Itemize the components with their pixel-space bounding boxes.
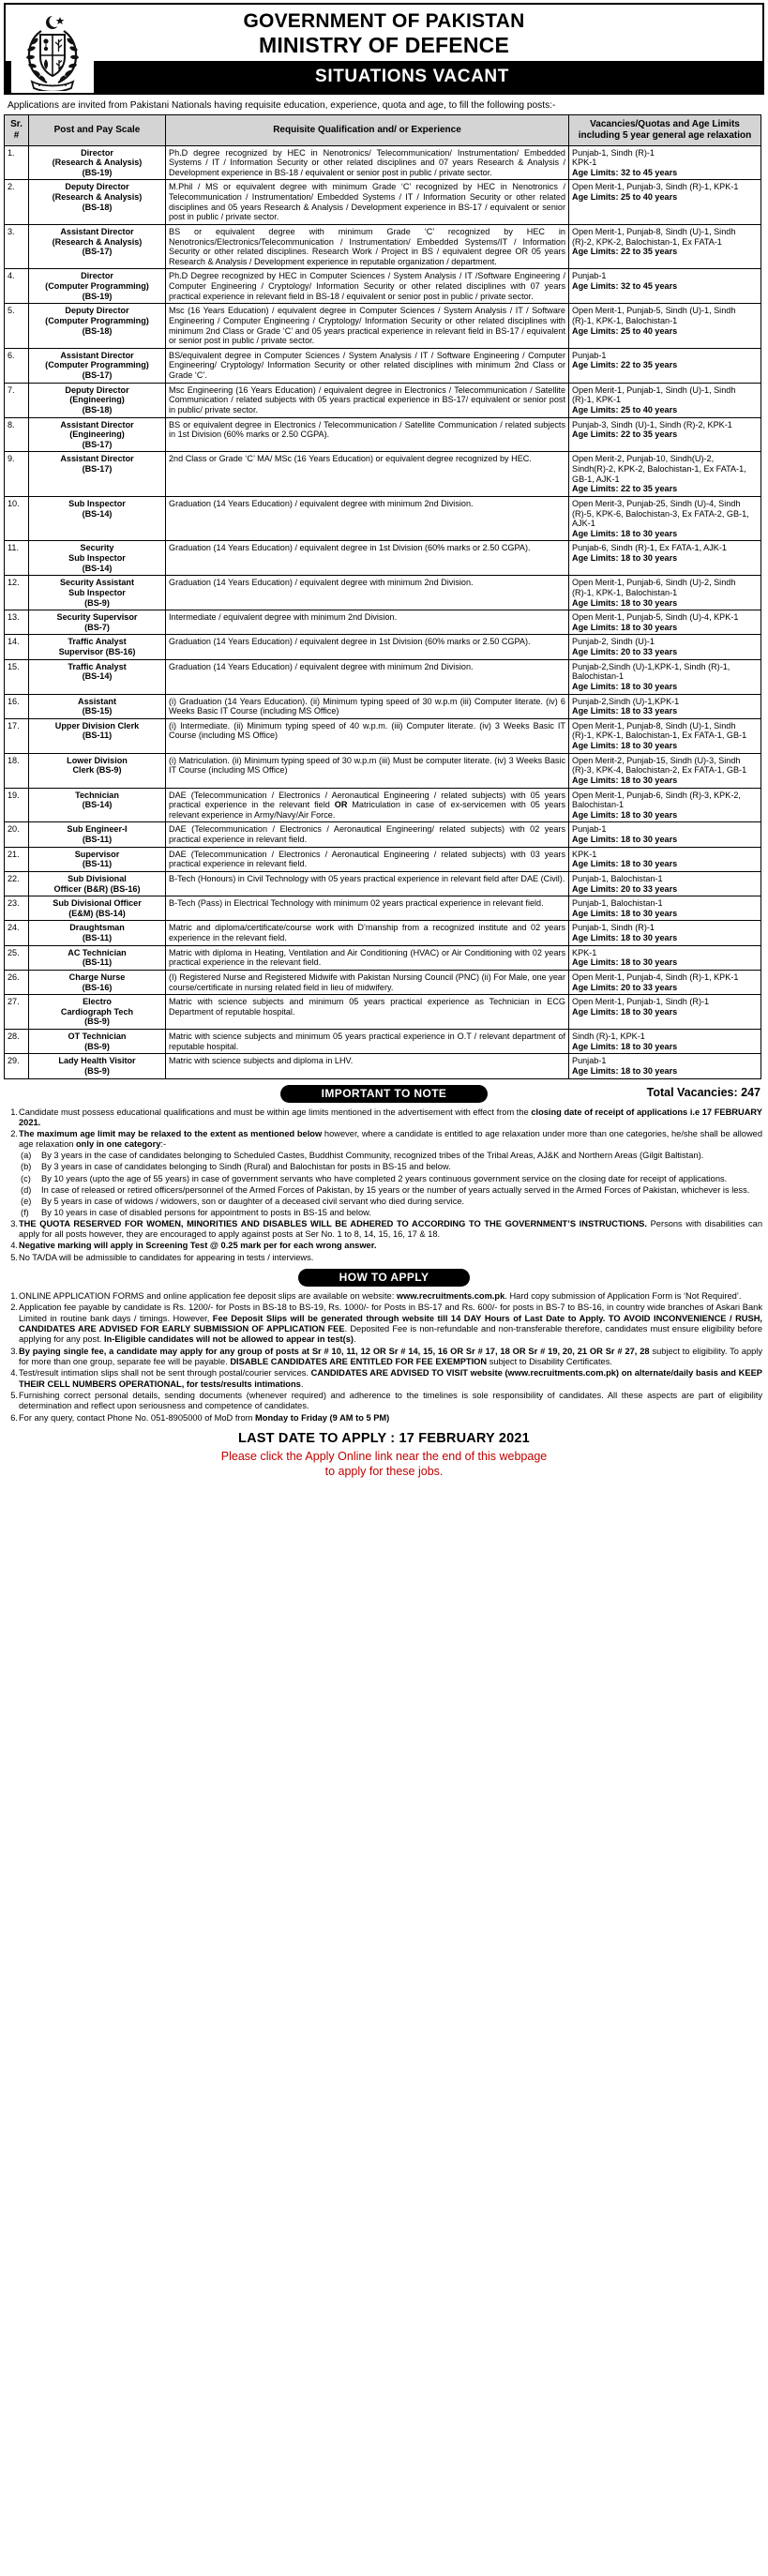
table-row (5, 659, 761, 694)
cell-vacancies-and-age (569, 610, 761, 635)
note-sub-item (19, 1185, 762, 1196)
cell-qualification: Matric with science subjects and minimum 05 years practical experience as Technician in ECG Department of reputable hospital. (166, 995, 569, 1030)
note-sub-label: (d) (21, 1184, 32, 1195)
cell-post-and-payscale: Assistant (BS-15) (29, 694, 166, 718)
vacancy-quota-text: Open Merit-1, Punjab-8, Sindh (U)-1, Sindh (R)-1, KPK-1, Balochistan-1, Ex FATA-1, GB-1 (572, 720, 747, 741)
cell-vacancies-and-age (569, 822, 761, 847)
age-limit-text: Age Limits: 18 to 30 years (572, 908, 678, 918)
cell-serial: 16. (5, 694, 29, 718)
note-sub-item (19, 1151, 762, 1161)
note-sub-text: By 5 years in case of widows / widowers, son or daughter of a deceased civil servant who died during service. (41, 1196, 465, 1206)
cell-qualification: Msc Engineering (16 Years Education) / equivalent degree in Electronics / Telecommunication / Satellite Communication / related subjects with 05 years practical experience in BS-17/ equivalent or senior post in public/ private sector. (166, 383, 569, 417)
note-number: 4. (10, 1241, 18, 1251)
cell-post-and-payscale: Charge Nurse (BS-16) (29, 970, 166, 994)
cell-post-and-payscale: OT Technician (BS-9) (29, 1030, 166, 1054)
cell-qualification: DAE (Telecommunication / Electronics / Aeronautical Engineering/ related subjects) with 02 years practical experience in relevant field. (166, 822, 569, 847)
vacancies-table-body (5, 145, 761, 1078)
cell-qualification: B-Tech (Pass) in Electrical Technology with minimum 02 years practical experience in relevant field. (166, 896, 569, 921)
cell-vacancies-and-age (569, 694, 761, 718)
how-to-apply-list (4, 1291, 762, 1424)
vacancy-quota-text: Sindh (R)-1, KPK-1 (572, 1032, 645, 1042)
situations-vacant-label: SITUATIONS VACANT (315, 67, 509, 86)
important-note-item (4, 1107, 762, 1128)
cell-post-and-payscale: Traffic Analyst Supervisor (BS-16) (29, 635, 166, 659)
note-number: 2. (10, 1128, 18, 1138)
age-limit-text: Age Limits: 20 to 33 years (572, 982, 678, 992)
vacancy-quota-text: Punjab-1, Balochistan-1 (572, 898, 663, 909)
intro-text: Applications are invited from Pakistani Nationals having requisite education, experience, quota and age, to fill the following posts:- (8, 100, 556, 111)
cell-post-and-payscale: Deputy Director (Research & Analysis) (BS-18) (29, 180, 166, 225)
note-text: THE QUOTA RESERVED FOR WOMEN, MINORITIES AND DISABLES WILL BE ADHERED TO ACCORDING TO THE GOVERNMENT’S INSTRUCTIONS. Persons with disabilities can apply for all posts however, they are encouraged to apply against posts at Ser No. 1 to 8, 14, 15, 16, 17 & 18. (19, 1219, 763, 1240)
situations-vacant-banner (6, 61, 762, 93)
vacancy-quota-text: Open Merit-1, Punjab-4, Sindh (R)-1, KPK-1 (572, 972, 739, 982)
pakistan-state-emblem-icon (11, 8, 94, 93)
government-title: GOVERNMENT OF PAKISTAN (243, 10, 525, 32)
cell-serial: 1. (5, 145, 29, 180)
vacancy-quota-text: Open Merit-1, Punjab-1, Sindh (R)-1 (572, 997, 710, 1007)
vacancy-quota-text: Open Merit-1, Punjab-3, Sindh (R)-1, KPK-1 (572, 182, 739, 192)
apply-item-text: For any query, contact Phone No. 051-8905000 of MoD from Monday to Friday (9 AM to 5 PM) (19, 1413, 390, 1424)
vacancy-quota-text: Punjab-1 (572, 350, 607, 360)
cell-serial: 10. (5, 496, 29, 541)
cell-qualification: DAE (Telecommunication / Electronics / Aeronautical Engineering / related subjects) with 05 years practical experience in the relevant field OR Matriculation in case of ex-servicemen with 05 years relevant experience in Army/Navy/Air Force. (166, 788, 569, 822)
cell-serial: 14. (5, 635, 29, 659)
cell-vacancies-and-age (569, 871, 761, 896)
cell-post-and-payscale: Lady Health Visitor (BS-9) (29, 1054, 166, 1078)
cell-qualification: Graduation (14 Years Education) / equivalent degree with minimum 2nd Division. (166, 659, 569, 694)
table-row (5, 496, 761, 541)
apply-online-note-line1: Please click the Apply Online link near the end of this webpage (220, 1450, 548, 1464)
table-row (5, 1054, 761, 1078)
vacancy-quota-text: Punjab-2, Sindh (U)-1 (572, 637, 655, 647)
cell-serial: 4. (5, 269, 29, 304)
cell-qualification: BS/equivalent degree in Computer Sciences / System Analysis / IT / Software Engineering / Computer Engineering/ Cryptology/ Information Security or other related disciplines with minimum 2nd Class or Grade ‘C’. (166, 348, 569, 383)
cell-post-and-payscale: Security Supervisor (BS-7) (29, 610, 166, 635)
table-row (5, 788, 761, 822)
col-header-sr: Sr. # (5, 115, 29, 145)
last-date-to-apply: LAST DATE TO APPLY : 17 FEBRUARY 2021 (238, 1431, 530, 1447)
cell-vacancies-and-age (569, 417, 761, 452)
cell-vacancies-and-age (569, 945, 761, 970)
table-row (5, 224, 761, 269)
table-row (5, 269, 761, 304)
cell-vacancies-and-age (569, 753, 761, 788)
apply-item-number: 5. (10, 1391, 18, 1401)
cell-serial: 19. (5, 788, 29, 822)
note-number: 5. (10, 1252, 18, 1262)
table-row (5, 610, 761, 635)
note-sub-text: By 10 years in case of disabled persons for appointment to posts in BS-15 and below. (41, 1208, 371, 1218)
important-to-note-header (4, 1084, 764, 1105)
important-note-item (4, 1253, 762, 1263)
cell-post-and-payscale: Traffic Analyst (BS-14) (29, 659, 166, 694)
how-to-apply-item (4, 1291, 762, 1302)
cell-qualification: Graduation (14 Years Education) / equivalent degree in 1st Division (60% marks or 2.50 CGPA). (166, 635, 569, 659)
age-limit-text: Age Limits: 22 to 35 years (572, 247, 678, 257)
header-titles (6, 5, 762, 57)
age-limit-text: Age Limits: 22 to 35 years (572, 360, 678, 370)
note-text: Candidate must possess educational qualifications and must be within age limits mentioned in the advertisement with effect from the closing date of receipt of applications i.e 17 FEBRUARY 2021. (19, 1107, 762, 1127)
vacancy-quota-text: Open Merit-1, Punjab-8, Sindh (U)-1, Sindh (R)-2, KPK-2, Balochistan-1, Ex FATA-1 (572, 226, 736, 247)
age-limit-text: Age Limits: 18 to 30 years (572, 957, 678, 968)
vacancy-quota-text: Punjab-1, Balochistan-1 (572, 873, 663, 883)
cell-serial: 3. (5, 224, 29, 269)
age-limit-text: Age Limits: 32 to 45 years (572, 281, 678, 292)
how-to-apply-item (4, 1303, 762, 1345)
vacancy-quota-text: Punjab-2,Sindh (U)-1,KPK-1 (572, 696, 680, 706)
cell-qualification: BS or equivalent degree in Electronics / Telecommunication / Satellite Communication / related subjects in 1st Division (60% marks or 2.50 CGPA). (166, 417, 569, 452)
cell-post-and-payscale: Director (Research & Analysis) (BS-19) (29, 145, 166, 180)
note-sub-label: (c) (21, 1173, 31, 1183)
cell-vacancies-and-age (569, 496, 761, 541)
age-limit-text: Age Limits: 25 to 40 years (572, 404, 678, 414)
cell-serial: 22. (5, 871, 29, 896)
vacancy-quota-text: Open Merit-1, Punjab-5, Sindh (U)-4, KPK-1 (572, 612, 739, 623)
cell-serial: 28. (5, 1030, 29, 1054)
how-to-apply-item (4, 1413, 762, 1424)
cell-vacancies-and-age (569, 224, 761, 269)
cell-qualification: Graduation (14 Years Education) / equivalent degree with minimum 2nd Division. (166, 496, 569, 541)
cell-serial: 27. (5, 995, 29, 1030)
note-sub-text: In case of released or retired officers/personnel of the Armed Forces of Pakistan, by 15 years or the number of years actually served in the Armed Forces of Pakistan, whichever is less. (41, 1184, 750, 1195)
cell-qualification: Ph.D degree recognized by HEC in Nenotronics/ Telecommunication/ Instrumentation/ Embedded Systems / IT / Information Security or other related disciplines and 07 years Research & Analysis / Development experience in BS-18 / equivalent or senior post in public / private sector. (166, 145, 569, 180)
cell-qualification: Graduation (14 Years Education) / equivalent degree in 1st Division (60% marks or 2.50 CGPA). (166, 541, 569, 576)
table-row (5, 452, 761, 497)
how-to-apply-pill: HOW TO APPLY (298, 1269, 471, 1287)
cell-qualification: 2nd Class or Grade ‘C’ MA/ MSc (16 Years Education) or equivalent degree recognized by HEC. (166, 452, 569, 497)
cell-serial: 6. (5, 348, 29, 383)
cell-vacancies-and-age (569, 1054, 761, 1078)
cell-vacancies-and-age (569, 921, 761, 945)
cell-vacancies-and-age (569, 896, 761, 921)
age-limit-text: Age Limits: 18 to 30 years (572, 933, 678, 943)
apply-item-number: 4. (10, 1368, 18, 1378)
cell-vacancies-and-age (569, 180, 761, 225)
cell-serial: 21. (5, 847, 29, 871)
age-limit-text: Age Limits: 18 to 30 years (572, 597, 678, 608)
vacancy-quota-text: Open Merit-1, Punjab-5, Sindh (U)-1, Sindh (R)-1, KPK-1, Balochistan-1 (572, 306, 736, 325)
cell-serial: 15. (5, 659, 29, 694)
age-limit-text: Age Limits: 18 to 30 years (572, 835, 678, 845)
vacancies-table (4, 114, 761, 1078)
note-sub-item (19, 1162, 762, 1172)
age-limit-text: Age Limits: 18 to 30 years (572, 528, 678, 538)
cell-serial: 26. (5, 970, 29, 994)
cell-qualification: (i) Matriculation. (ii) Minimum typing speed of 30 w.p.m (iii) Must be computer literate. (iv) 3 Weeks Basic IT Course (including MS Office) (166, 753, 569, 788)
cell-post-and-payscale: Assistant Director (BS-17) (29, 452, 166, 497)
important-note-item (4, 1219, 762, 1240)
age-limit-text: Age Limits: 20 to 33 years (572, 883, 678, 894)
vacancy-quota-text: Punjab-1 (572, 1056, 607, 1066)
cell-qualification: Matric and diploma/certificate/course work with D’manship from a recognized institute and 02 years experience in the relevant field. (166, 921, 569, 945)
cell-qualification: Matric with science subjects and minimum 05 years practical experience in O.T / relevant department of reputable hospital. (166, 1030, 569, 1054)
cell-qualification: Matric with science subjects and diploma in LHV. (166, 1054, 569, 1078)
apply-item-text: Application fee payable by candidate is Rs. 1200/- for Posts in BS-18 to BS-19, Rs. 1000/- for Posts in BS-17 and Rs. 600/- for posts in BS-7 to BS-16, in country wide branches of Askari Bank Limited in routine bank days / timings. However, Fee Deposit Slips will be generated through website till 14 DAY Hours of Last Date to Apply. TO AVOID INCONVENIENCE / RUSH, CANDIDATES ARE ADVISED FOR EARLY SUBMISSION OF APPLICATION FEE. Deposited Fee is non-refundable and non-transferable therefore, candidates must ensure eligibility before applying for any post. In-Eligible candidates will not be allowed to appear in test(s). (19, 1303, 763, 1344)
note-sub-list (19, 1151, 762, 1218)
note-text: The maximum age limit may be relaxed to the extent as mentioned below however, where a candidate is entitled to age relaxation under more than one categories, he/she shall be allowed age relaxation only in one category:- (19, 1128, 762, 1150)
table-row (5, 847, 761, 871)
table-row (5, 145, 761, 180)
age-limit-text: Age Limits: 18 to 30 years (572, 553, 678, 564)
note-sub-text: By 10 years (upto the age of 55 years) in case of government servants who have completed 2 years continuous government service on the closing date for receipt of applications. (41, 1173, 728, 1183)
apply-item-text: ONLINE APPLICATION FORMS and online application fee deposit slips are available on website: www.recruitments.com.pk. Hard copy submission of Application Form is ‘Not Required’. (19, 1290, 742, 1301)
cell-vacancies-and-age (569, 788, 761, 822)
important-note-item (4, 1129, 762, 1218)
cell-post-and-payscale: Sub Inspector (BS-14) (29, 496, 166, 541)
vacancy-quota-text: Punjab-6, Sindh (R)-1, Ex FATA-1, AJK-1 (572, 543, 727, 553)
table-row (5, 417, 761, 452)
vacancy-quota-text: Punjab-3, Sindh (U)-1, Sindh (R)-2, KPK-1 (572, 419, 732, 429)
cell-vacancies-and-age (569, 383, 761, 417)
apply-online-note-line2: to apply for these jobs. (324, 1464, 444, 1478)
cell-serial: 12. (5, 576, 29, 610)
cell-qualification: (i) Graduation (14 Years Education). (ii) Minimum typing speed of 30 w.p.m (iii) Computer literate. (iv) 6 Weeks Basic IT Course (including MS Office) (166, 694, 569, 718)
age-limit-text: Age Limits: 25 to 40 years (572, 325, 678, 336)
apply-item-number: 2. (10, 1303, 18, 1313)
apply-item-number: 3. (10, 1346, 18, 1356)
note-number: 3. (10, 1219, 18, 1229)
vacancy-quota-text: Punjab-2,Sindh (U)-1,KPK-1, Sindh (R)-1, Balochistan-1 (572, 661, 730, 682)
cell-post-and-payscale: Sub Divisional Officer (E&M) (BS-14) (29, 896, 166, 921)
ministry-title: MINISTRY OF DEFENCE (258, 32, 510, 57)
table-row (5, 304, 761, 349)
age-limit-text: Age Limits: 18 to 33 years (572, 706, 678, 716)
cell-qualification: Ph.D Degree recognized by HEC in Computer Sciences / System Analysis / IT /Software Engineering / Computer Engineering / Cryptology/ Information Security or other related disciplines with 07 years practical experience in relevant field in BS-18 / equivalent or senior post in public / private sector. (166, 269, 569, 304)
cell-post-and-payscale: Sub Divisional Officer (B&R) (BS-16) (29, 871, 166, 896)
age-limit-text: Age Limits: 18 to 30 years (572, 681, 678, 691)
table-row (5, 180, 761, 225)
vacancy-quota-text: Punjab-1 (572, 271, 607, 281)
cell-serial: 17. (5, 718, 29, 753)
cell-vacancies-and-age (569, 1030, 761, 1054)
apply-item-text: By paying single fee, a candidate may apply for any group of posts at Sr # 10, 11, 12 OR Sr # 14, 15, 16 OR Sr # 17, 18 OR Sr # 19, 20, 21 OR Sr # 27, 28 subject to eligibility. To apply for more than one group, separate fee will be payable. DISABLE CANDIDATES ARE ENTITLED FOR FEE EXEMPTION subject to Disability Certificates. (19, 1346, 763, 1366)
cell-serial: 13. (5, 610, 29, 635)
cell-post-and-payscale: Draughtsman (BS-11) (29, 921, 166, 945)
cell-serial: 8. (5, 417, 29, 452)
apply-item-number: 1. (10, 1290, 18, 1301)
cell-post-and-payscale: Supervisor (BS-11) (29, 847, 166, 871)
cell-qualification: Graduation (14 Years Education) / equivalent degree with minimum 2nd Division. (166, 576, 569, 610)
table-row (5, 576, 761, 610)
table-row (5, 871, 761, 896)
age-limit-text: Age Limits: 25 to 40 years (572, 192, 678, 203)
cell-vacancies-and-age (569, 970, 761, 994)
note-sub-text: By 3 years in case of candidates belonging to Sindh (Rural) and Balochistan for posts in BS-15 and below. (41, 1162, 451, 1172)
age-limit-text: Age Limits: 18 to 30 years (572, 775, 678, 785)
cell-serial: 9. (5, 452, 29, 497)
cell-post-and-payscale: Sub Engineer-I (BS-11) (29, 822, 166, 847)
age-limit-text: Age Limits: 22 to 35 years (572, 429, 678, 440)
age-limit-text: Age Limits: 18 to 30 years (572, 1065, 678, 1076)
cell-serial: 11. (5, 541, 29, 576)
table-row (5, 945, 761, 970)
document-header (4, 3, 764, 95)
cell-qualification: B-Tech (Honours) in Civil Technology with 05 years practical experience in relevant field after DAE (Civil). (166, 871, 569, 896)
vacancy-quota-text: Open Merit-2, Punjab-10, Sindh(U)-2, Sindh(R)-2, KPK-2, Balochistan-1, Ex FATA-1, GB-1, AJK-1 (572, 454, 746, 484)
note-sub-label: (b) (21, 1162, 32, 1172)
cell-qualification: BS or equivalent degree with minimum Grade ‘C’ recognized by HEC in Nenotronics/Electronics/Telecommunication / Instrumentation/ Embedded Systems/IT / Information Security or other related disciplines. Research Work / Project in BS / equivalent degree OR 05 years Research & Analysis / Development experience in reputable organization / department. (166, 224, 569, 269)
note-text: Negative marking will apply in Screening Test @ 0.25 mark per for each wrong answer. (19, 1241, 377, 1251)
vacancy-quota-text: KPK-1 (572, 947, 597, 957)
cell-qualification: (i) Intermediate. (ii) Minimum typing speed of 40 w.p.m. (iii) Computer literate. (iv) 3 Weeks Basic IT Course (including MS Office) (166, 718, 569, 753)
age-limit-text: Age Limits: 18 to 30 years (572, 1006, 678, 1017)
cell-vacancies-and-age (569, 718, 761, 753)
cell-serial: 29. (5, 1054, 29, 1078)
note-number: 1. (10, 1107, 18, 1117)
cell-qualification: Intermediate / equivalent degree with minimum 2nd Division. (166, 610, 569, 635)
apply-online-note (4, 1450, 764, 1479)
job-advertisement-page (0, 3, 768, 1492)
age-limit-text: Age Limits: 18 to 30 years (572, 741, 678, 751)
cell-serial: 20. (5, 822, 29, 847)
table-row (5, 718, 761, 753)
how-to-apply-header (4, 1268, 764, 1288)
cell-serial: 24. (5, 921, 29, 945)
cell-post-and-payscale: Deputy Director (Computer Programming) (BS-18) (29, 304, 166, 349)
table-row (5, 970, 761, 994)
cell-post-and-payscale: Assistant Director (Computer Programming) (BS-17) (29, 348, 166, 383)
apply-item-number: 6. (10, 1413, 18, 1424)
cell-vacancies-and-age (569, 847, 761, 871)
vacancy-quota-text: Open Merit-1, Punjab-6, Sindh (U)-2, Sindh (R)-1, KPK-1, Balochistan-1 (572, 578, 736, 597)
cell-post-and-payscale: Lower Division Clerk (BS-9) (29, 753, 166, 788)
table-row (5, 753, 761, 788)
age-limit-text: Age Limits: 32 to 45 years (572, 167, 678, 177)
note-sub-label: (a) (21, 1151, 32, 1161)
note-sub-label: (f) (21, 1208, 29, 1218)
vacancy-quota-text: Open Merit-1, Punjab-6, Sindh (R)-3, KPK-2, Balochistan-1 (572, 790, 741, 810)
cell-post-and-payscale: Assistant Director (Research & Analysis) (BS-17) (29, 224, 166, 269)
col-header-qualification: Requisite Qualification and/ or Experience (166, 115, 569, 145)
age-limit-text: Age Limits: 18 to 30 years (572, 809, 678, 820)
cell-serial: 23. (5, 896, 29, 921)
cell-vacancies-and-age (569, 576, 761, 610)
note-sub-item (19, 1208, 762, 1218)
table-row (5, 635, 761, 659)
cell-qualification: (I) Registered Nurse and Registered Midwife with Pakistan Nursing Council (PNC) (ii) For Male, one year course/certificate in nursing related field in lieu of midwifery. (166, 970, 569, 994)
cell-qualification: M.Phil / MS or equivalent degree with minimum Grade ‘C’ recognized by HEC in Nenotronics / Telecommunication / Instrumentation/ Embedded Systems / IT / Information Security or other related disciplines and 05 years Research & Analysis / Development experience in BS-17 / equivalent or senior post in public / private sector. (166, 180, 569, 225)
cell-post-and-payscale: Upper Division Clerk (BS-11) (29, 718, 166, 753)
cell-post-and-payscale: Technician (BS-14) (29, 788, 166, 822)
table-header-row (5, 115, 761, 145)
note-sub-item (19, 1197, 762, 1207)
vacancy-quota-text: Open Merit-3, Punjab-25, Sindh (U)-4, Sindh (R)-5, KPK-6, Balochistan-3, Ex FATA-2, GB-1, AJK-1 (572, 498, 749, 529)
age-limit-text: Age Limits: 22 to 35 years (572, 484, 678, 494)
age-limit-text: Age Limits: 18 to 30 years (572, 1041, 678, 1051)
note-sub-label: (e) (21, 1196, 32, 1206)
age-limit-text: Age Limits: 18 to 30 years (572, 859, 678, 869)
cell-serial: 18. (5, 753, 29, 788)
important-note-item (4, 1241, 762, 1251)
cell-serial: 5. (5, 304, 29, 349)
cell-serial: 2. (5, 180, 29, 225)
table-row (5, 921, 761, 945)
cell-vacancies-and-age (569, 995, 761, 1030)
cell-post-and-payscale: Director (Computer Programming) (BS-19) (29, 269, 166, 304)
total-vacancies-label: Total Vacancies: 247 (646, 1085, 760, 1099)
vacancy-quota-text: Open Merit-2, Punjab-15, Sindh (U)-3, Sindh (R)-3, KPK-4, Balochistan-2, Ex FATA-1, GB-1 (572, 755, 747, 776)
cell-qualification: DAE (Telecommunication / Electronics / Aeronautical Engineering / related subjects) with 03 years practical experience in relevant field. (166, 847, 569, 871)
age-limit-text: Age Limits: 20 to 33 years (572, 647, 678, 657)
cell-post-and-payscale: Deputy Director (Engineering) (BS-18) (29, 383, 166, 417)
cell-serial: 25. (5, 945, 29, 970)
vacancy-quota-text: Punjab-1, Sindh (R)-1 (572, 923, 655, 933)
age-limit-text: Age Limits: 18 to 30 years (572, 622, 678, 632)
important-notes-list (4, 1107, 762, 1263)
table-row (5, 694, 761, 718)
apply-item-text: Furnishing correct personal details, sending documents (whenever required) and adherence to the timelines is sole responsibility of candidates. All these aspects are part of eligibility determination and reflect upon seriousness and competence of candidates. (19, 1391, 762, 1411)
vacancy-quota-text: Open Merit-1, Punjab-1, Sindh (U)-1, Sindh (R)-1, KPK-1 (572, 384, 736, 405)
cell-post-and-payscale: AC Technician (BS-11) (29, 945, 166, 970)
cell-vacancies-and-age (569, 541, 761, 576)
cell-vacancies-and-age (569, 659, 761, 694)
cell-vacancies-and-age (569, 304, 761, 349)
cell-post-and-payscale: Assistant Director (Engineering) (BS-17) (29, 417, 166, 452)
table-row (5, 383, 761, 417)
vacancy-quota-text: Punjab-1, Sindh (R)-1 KPK-1 (572, 147, 655, 168)
cell-vacancies-and-age (569, 348, 761, 383)
vacancy-quota-text: Punjab-1 (572, 824, 607, 835)
table-row (5, 348, 761, 383)
note-sub-item (19, 1174, 762, 1184)
cell-vacancies-and-age (569, 452, 761, 497)
cell-vacancies-and-age (569, 269, 761, 304)
cell-post-and-payscale: Electro Cardiograph Tech (BS-9) (29, 995, 166, 1030)
vacancy-quota-text: KPK-1 (572, 849, 597, 859)
important-to-note-pill: IMPORTANT TO NOTE (280, 1085, 489, 1103)
how-to-apply-item (4, 1368, 762, 1389)
cell-serial: 7. (5, 383, 29, 417)
table-row (5, 541, 761, 576)
cell-vacancies-and-age (569, 635, 761, 659)
col-header-post: Post and Pay Scale (29, 115, 166, 145)
cell-post-and-payscale: Security Sub Inspector (BS-14) (29, 541, 166, 576)
cell-vacancies-and-age (569, 145, 761, 180)
cell-post-and-payscale: Security Assistant Sub Inspector (BS-9) (29, 576, 166, 610)
table-row (5, 995, 761, 1030)
how-to-apply-item (4, 1347, 762, 1367)
col-header-vacancies: Vacancies/Quotas and Age Limits including 5 year general age relaxation (569, 115, 761, 145)
table-row (5, 1030, 761, 1054)
note-text: No TA/DA will be admissible to candidates for appearing in tests / interviews. (19, 1252, 314, 1262)
table-row (5, 896, 761, 921)
how-to-apply-item (4, 1391, 762, 1411)
note-sub-text: By 3 years in the case of candidates belonging to Scheduled Castes, Buddhist Community, recognized tribes of the Tribal Areas, AJ&K and Northern Areas (Gilgit Baltistan). (41, 1151, 704, 1161)
apply-item-text: Test/result intimation slips shall not be sent through postal/courier services. CANDIDATES ARE ADVISED TO VISIT website (www.recruitments.com.pk) on alternate/daily basis and KEEP THEIR CELL NUMBERS OPERATIONAL, for tests/results intimations. (19, 1368, 762, 1389)
cell-qualification: Msc (16 Years Education) / equivalent degree in Computer Sciences / System Analysis / IT / Software Engineering / Computer Engineering / Cryptology/ Information Security or other related disciplines with minimum 2nd Class or Grade ‘C’ and 05 years practical experience in relevant field in BS-17 / equivalent or senior post in public / private sector. (166, 304, 569, 349)
cell-qualification: Matric with diploma in Heating, Ventilation and Air Conditioning (HVAC) or Air Conditioning with 02 years practical experience in the relevant field. (166, 945, 569, 970)
table-row (5, 822, 761, 847)
